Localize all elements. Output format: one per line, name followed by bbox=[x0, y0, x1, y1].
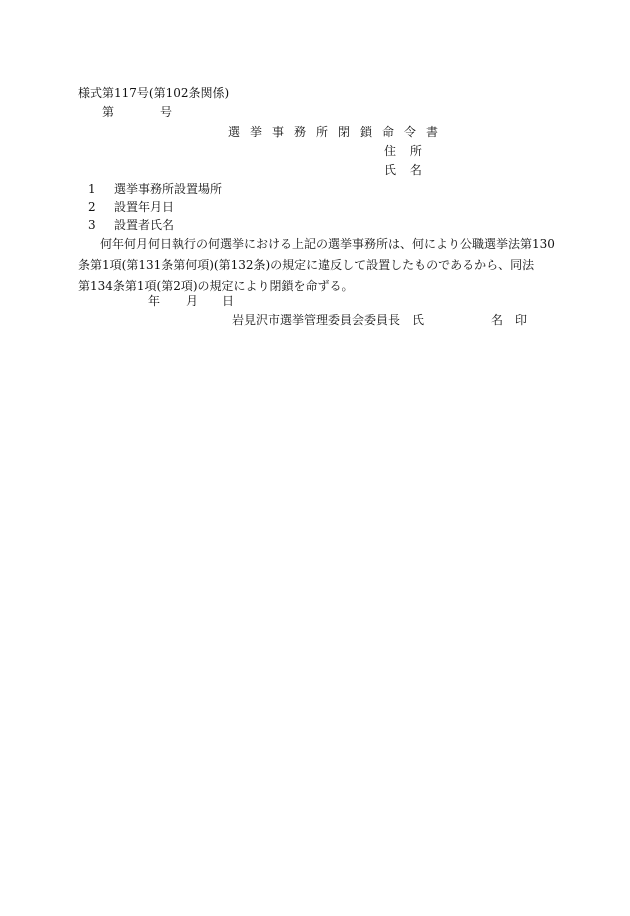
document-title: 選挙事務所閉鎖命令書 bbox=[228, 125, 449, 139]
issuer-shi: 氏 bbox=[412, 313, 425, 327]
recipient-name-label: 氏 名 bbox=[384, 163, 427, 177]
form-reference: 様式第117号(第102条関係) bbox=[78, 86, 230, 100]
item-1-number: 1 bbox=[88, 182, 96, 196]
item-2-number: 2 bbox=[88, 200, 96, 214]
body-paragraph bbox=[78, 234, 558, 297]
item-3-text: 設置者氏名 bbox=[114, 218, 175, 232]
body-line-2: 条第1項(第131条第何項)(第132条)の規定に違反して設置したものであるから、同法 bbox=[78, 258, 535, 272]
date-day: 日 bbox=[222, 294, 235, 308]
item-2-text: 設置年月日 bbox=[114, 200, 175, 214]
body-line-1: 何年何月何日執行の何選挙における上記の選挙事務所は、何により公職選挙法第130 bbox=[100, 237, 555, 251]
date-month: 月 bbox=[186, 294, 199, 308]
issuer-title: 岩見沢市選挙管理委員会委員長 bbox=[232, 313, 401, 327]
item-2 bbox=[88, 198, 174, 216]
date-year: 年 bbox=[148, 294, 161, 308]
item-3 bbox=[88, 216, 174, 234]
item-1 bbox=[88, 180, 222, 198]
document-number-dai: 第 bbox=[102, 105, 115, 119]
seal-mark: 印 bbox=[515, 313, 528, 327]
issuer-mei: 名 bbox=[491, 313, 504, 327]
item-3-number: 3 bbox=[88, 218, 96, 232]
recipient-address-label: 住 所 bbox=[384, 144, 427, 158]
item-1-text: 選挙事務所設置場所 bbox=[114, 182, 223, 196]
document-number-go: 号 bbox=[160, 105, 173, 119]
body-line-3: 第134条第1項(第2項)の規定により閉鎖を命ずる。 bbox=[78, 279, 354, 293]
